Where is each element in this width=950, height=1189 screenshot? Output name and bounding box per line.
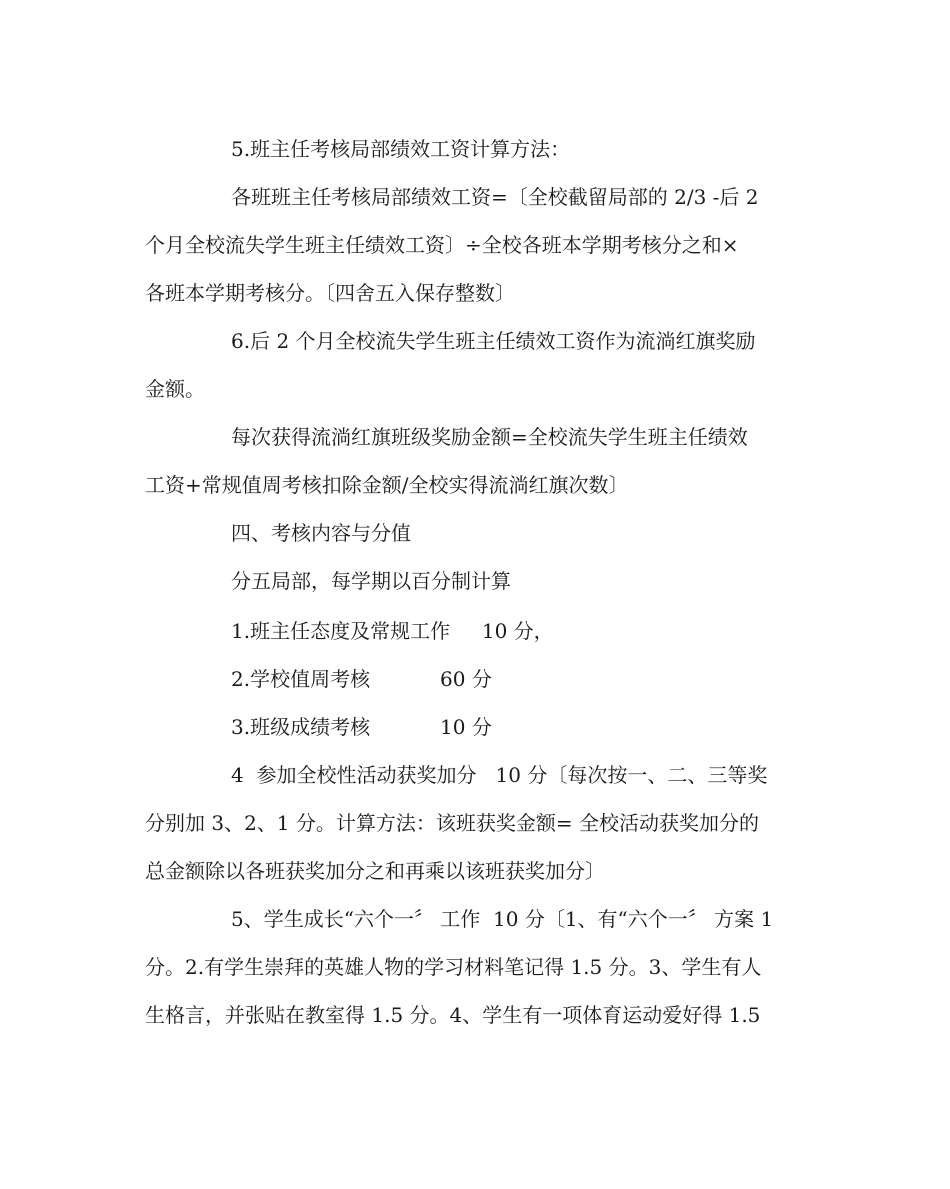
text-line: 金额。 (145, 377, 205, 401)
list-item: 3.班级成绩考核 10 分 (231, 715, 492, 739)
text-line: 总金额除以各班获奖加分之和再乘以该班获奖加分〕 (145, 859, 605, 883)
list-item: 2.学校值周考核 60 分 (231, 667, 492, 691)
text-line: 分五局部，每学期以百分制计算 (231, 569, 511, 593)
list-item: 1.班主任态度及常规工作 10 分， (231, 619, 554, 643)
section-heading: 四、考核内容与分值 (231, 521, 411, 545)
list-item: 5、学生成长“六个一〞 工作 10 分〔1、有“六个一〞 方案 1 (231, 907, 774, 931)
text-line: 工资+常规值周考核扣除金额/全校实得流淌红旗次数〕 (145, 473, 629, 497)
text-line: 生格言，并张贴在教室得 1.5 分。4、学生有一项体育运动爱好得 1.5 (145, 1003, 761, 1027)
text-line: 各班班主任考核局部绩效工资=〔全校截留局部的 2/3 -后 2 (231, 185, 759, 209)
list-item: 4 参加全校性活动获奖加分 10 分〔每次按一、二、三等奖 (231, 763, 768, 787)
text-line: 分。2.有学生崇拜的英雄人物的学习材料笔记得 1.5 分。3、学生有人 (145, 955, 762, 979)
text-line: 每次获得流淌红旗班级奖励金额=全校流失学生班主任绩效 (231, 425, 748, 449)
text-line: 分别加 3、2、1 分。计算方法：该班获奖金额= 全校活动获奖加分的 (145, 811, 760, 835)
text-line: 各班本学期考核分。〔四舍五入保存整数〕 (145, 281, 515, 305)
text-line: 6.后 2 个月全校流失学生班主任绩效工资作为流淌红旗奖励 (231, 329, 756, 353)
text-line: 个月全校流失学生班主任绩效工资〕÷全校各班本学期考核分之和× (145, 233, 739, 257)
text-line: 5.班主任考核局部绩效工资计算方法： (231, 137, 571, 161)
